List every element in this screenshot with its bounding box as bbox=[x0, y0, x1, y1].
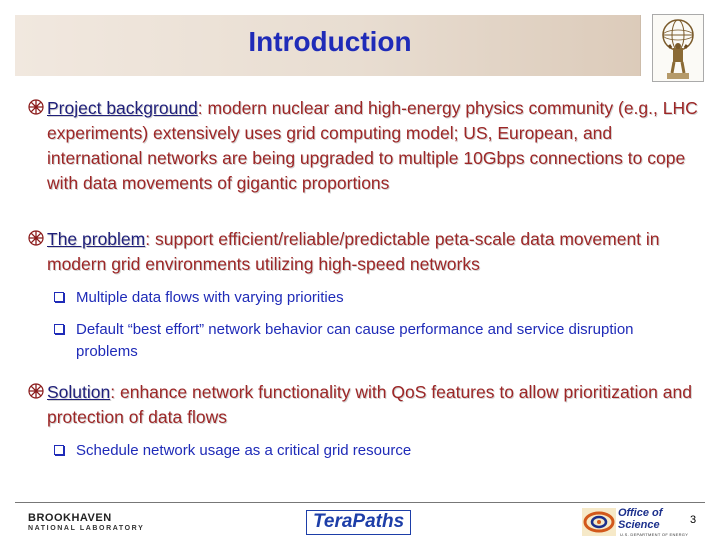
bullet-rest: : enhance network functionality with QoS features to allow prioritization and protection of data flows bbox=[47, 382, 692, 427]
sub-item-text: Schedule network usage as a critical grid resource bbox=[76, 442, 412, 459]
footer-divider bbox=[15, 502, 705, 503]
page-number: 3 bbox=[690, 514, 697, 526]
slide-title: Introduction bbox=[248, 26, 412, 57]
sub-item bbox=[54, 440, 708, 462]
checkbox-square-icon bbox=[54, 292, 64, 302]
bullet-lead: Project background bbox=[47, 98, 198, 118]
oos-line-2: Science bbox=[618, 519, 660, 531]
terapaths-logo: TeraPaths bbox=[306, 510, 411, 535]
bullet-rest: : modern nuclear and high-energy physics community (e.g., LHC experiments) extensively uses grid computing model; US, European, and international networks are being upgraded to multiple 10Gbps connections to cope with data movements of gigantic proportions bbox=[47, 98, 698, 193]
bullet-text bbox=[47, 96, 708, 196]
bullet-lead: The problem bbox=[47, 229, 146, 249]
brookhaven-logo bbox=[28, 512, 144, 532]
brookhaven-logo-top: BROOKHAVEN bbox=[28, 512, 112, 524]
bullet-project-background bbox=[28, 96, 708, 196]
checkbox-square-icon bbox=[54, 324, 64, 334]
oos-subtext: U.S. DEPARTMENT OF ENERGY bbox=[620, 532, 689, 537]
sub-item bbox=[54, 319, 708, 363]
office-of-science-logo bbox=[582, 506, 697, 538]
atlas-statue-icon bbox=[652, 14, 704, 82]
bullet-text bbox=[47, 380, 708, 430]
snowflake-bullet-icon bbox=[28, 230, 44, 246]
checkbox-square-icon bbox=[54, 445, 64, 455]
snowflake-bullet-icon bbox=[28, 383, 44, 399]
sub-list bbox=[54, 287, 708, 363]
bullet-lead: Solution bbox=[47, 382, 111, 402]
sub-item bbox=[54, 287, 708, 309]
bullet-rest: : support efficient/reliable/predictable peta-scale data movement in modern grid environments utilizing high-speed networks bbox=[47, 229, 660, 274]
office-of-science-text bbox=[618, 507, 662, 531]
doe-swirl-icon bbox=[582, 508, 616, 536]
snowflake-bullet-icon bbox=[28, 99, 44, 115]
sub-item-text: Multiple data flows with varying priorities bbox=[76, 289, 344, 306]
brookhaven-logo-bottom: NATIONAL LABORATORY bbox=[28, 525, 145, 532]
oos-line-1: Office of bbox=[618, 507, 663, 519]
bullet-text bbox=[47, 227, 708, 277]
bullet-solution bbox=[28, 380, 708, 472]
bullet-the-problem bbox=[28, 227, 708, 373]
sub-item-text: Default “best effort” network behavior can cause performance and service disruption problems bbox=[76, 321, 634, 360]
sub-list bbox=[54, 440, 708, 462]
